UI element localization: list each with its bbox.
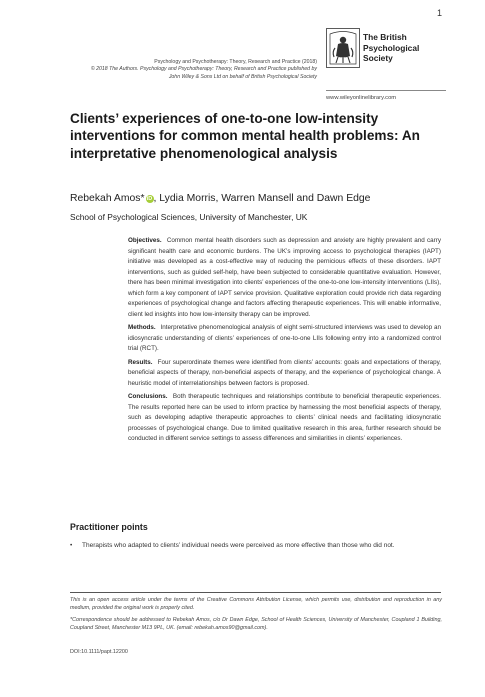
correspondence-note[interactable]: *Correspondence should be addressed to Rebekah Amos, c/o Dr Dawn Edge, School of Health Sciences, University of Manchester, Coupland 1 Building, Coupland Street, Manchester M13 9PL, UK. (email: rebekah.amos90@gmail.com). <box>70 617 442 631</box>
abstract-results <box>128 358 441 390</box>
bullet-icon: • <box>70 542 73 549</box>
footnotes <box>70 597 442 637</box>
practitioner-points-list <box>70 541 442 552</box>
results-text: Four superordinate themes were identified from clients’ accounts: goals and expectations of therapy, beneficial aspects of therapy, non-beneficial aspects of therapy, and the experience of psychological change. A heuristic model of interrelationships between factors is proposed. <box>128 358 442 387</box>
author-amos: Rebekah Amos* <box>70 193 145 204</box>
orcid-icon[interactable]: iD <box>146 196 153 202</box>
conclusions-heading: Conclusions. <box>128 393 168 400</box>
header-rule <box>326 90 446 91</box>
publisher-line: John Wiley & Sons Ltd on behalf of British Psychological Society <box>168 73 317 80</box>
abstract-conclusions <box>128 392 441 445</box>
abstract-objectives <box>128 236 441 320</box>
results-heading: Results. <box>128 358 153 366</box>
affiliation: School of Psychological Sciences, University of Manchester, UK <box>70 212 308 222</box>
conclusions-text: Both therapeutic techniques and relationships contribute to beneficial therapeutic experiences. The results reported here can be used to inform practice by harnessing the most beneficial aspects of therapy, such as developing adaptive therapeutic approaches to clients’ clinical needs and facilitating idiosyncratic processes of psychological change. Due to limited qualitative research in this area, further research should be conducted in different service settings to assess differences and similarities in clients’ experiences. <box>128 393 442 442</box>
methods-text: Interpretative phenomenological analysis of eight semi-structured interviews was used to develop an idiosyncratic understanding of clients’ experiences of one-to-one LIIs following entry into a randomized control trial (RCT). <box>128 324 441 352</box>
list-item <box>70 541 442 552</box>
page-number: 1 <box>436 8 442 18</box>
methods-heading: Methods. <box>128 324 156 331</box>
objectives-text: Common mental health disorders such as depression and anxiety are highly prevalent and carry significant health care and economic burdens. The UK’s improving access to psychological therapies (IAPT) initiative was developed as a cost-effective way of reducing the pernicious effects of these disorders. IAPT interventions, such as guided self-help, have been subjected to considerable quantitative evaluation. However, there has been minimal investigation into clients’ experiences of the one-to-one low-intensity interventions (LIIs), which form a key component of IAPT service provision. Qualitative exploration could provide rich data regarding experiences of psychological change and factors affecting therapeutic experiences. This will enable informative, client led insights into how low-intensity therapy can be improved. <box>128 237 441 318</box>
practitioner-points-heading: Practitioner points <box>70 522 148 532</box>
journal-info <box>17 59 317 81</box>
journal-citation: Psychology and Psychotherapy: Theory, Research and Practice (2018) <box>154 59 317 65</box>
abstract <box>128 236 441 448</box>
bps-emblem-icon <box>326 28 360 68</box>
publisher-website[interactable]: www.wileyonlinelibrary.com <box>326 95 397 101</box>
footnote-divider <box>70 592 441 593</box>
practitioner-point-text: Therapists who adapted to clients’ individual needs were perceived as more effective than those who did not. <box>82 542 395 549</box>
copyright-line: © 2018 The Authors. Psychology and Psychotherapy: Theory, Research and Practice published by <box>90 66 317 73</box>
abstract-methods <box>128 323 441 355</box>
open-access-note: This is an open access article under the terms of the Creative Commons Attribution License, which permits use, distribution and reproduction in any medium, provided the original work is properly cited. <box>70 597 442 611</box>
paper-title: Clients’ experiences of one-to-one low-intensity interventions for common mental health problems: An interpretative phenomenological analysis <box>70 111 420 161</box>
author-list-rest: , Lydia Morris, Warren Mansell and Dawn Edge <box>153 193 371 204</box>
bps-logo <box>326 28 446 88</box>
bps-name: The British Psychological Society <box>363 32 420 63</box>
author-list <box>70 192 460 205</box>
objectives-heading: Objectives. <box>128 237 162 244</box>
doi[interactable]: DOI:10.1111/papt.12200 <box>70 649 128 655</box>
